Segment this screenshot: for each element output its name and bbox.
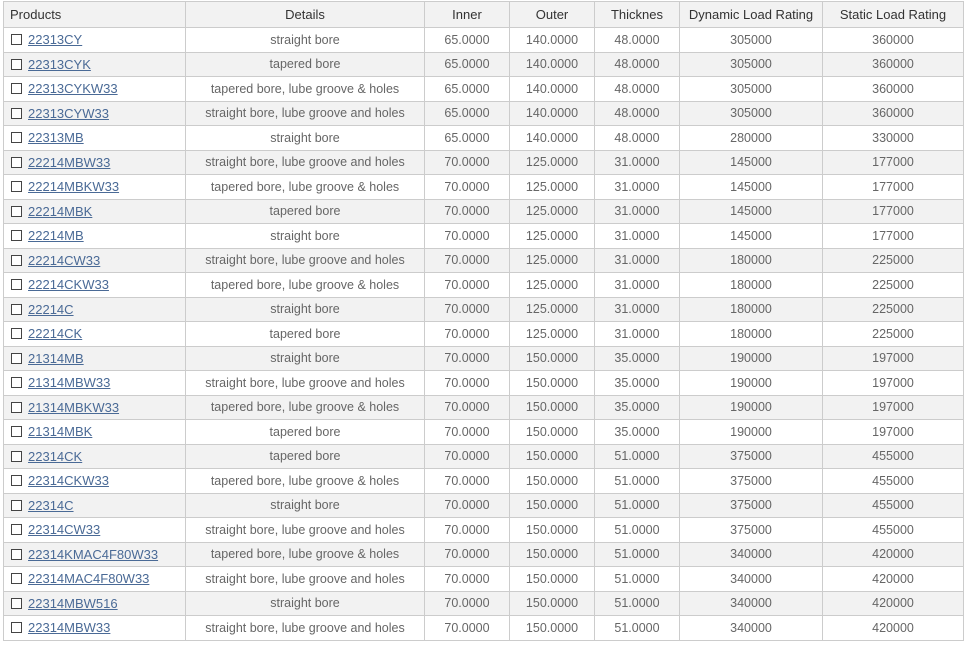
outer-cell: 150.0000: [510, 444, 595, 469]
products-table: [3, 1, 964, 641]
details-cell: tapered bore: [186, 52, 425, 77]
thickness-cell: 48.0000: [595, 52, 680, 77]
product-cell: [4, 224, 186, 249]
thickness-cell: 31.0000: [595, 175, 680, 200]
select-checkbox[interactable]: [11, 549, 22, 560]
table-row: [4, 150, 964, 175]
dynamic-load-cell: 375000: [680, 518, 823, 543]
thickness-cell: 31.0000: [595, 248, 680, 273]
outer-cell: 140.0000: [510, 101, 595, 126]
details-cell: tapered bore: [186, 420, 425, 445]
select-checkbox[interactable]: [11, 475, 22, 486]
outer-cell: 125.0000: [510, 248, 595, 273]
thickness-cell: 48.0000: [595, 126, 680, 151]
product-link[interactable]: 22214CK: [28, 326, 83, 342]
product-cell: [4, 444, 186, 469]
static-load-cell: 360000: [823, 77, 964, 102]
thickness-cell: 51.0000: [595, 542, 680, 567]
static-load-cell: 197000: [823, 420, 964, 445]
details-cell: straight bore: [186, 346, 425, 371]
table-row: [4, 126, 964, 151]
static-load-cell: 197000: [823, 395, 964, 420]
dynamic-load-cell: 180000: [680, 322, 823, 347]
select-checkbox[interactable]: [11, 83, 22, 94]
table-row: [4, 371, 964, 396]
product-cell: [4, 52, 186, 77]
outer-cell: 125.0000: [510, 199, 595, 224]
product-cell: [4, 591, 186, 616]
details-cell: straight bore, lube groove and holes: [186, 616, 425, 641]
static-load-cell: 330000: [823, 126, 964, 151]
product-cell: [4, 493, 186, 518]
product-link[interactable]: 22314MBW516: [28, 595, 118, 611]
details-cell: straight bore: [186, 591, 425, 616]
inner-cell: 70.0000: [425, 444, 510, 469]
static-load-cell: 360000: [823, 52, 964, 77]
product-cell: [4, 101, 186, 126]
product-cell: [4, 273, 186, 298]
product-cell: [4, 150, 186, 175]
product-link[interactable]: 22313CYW33: [28, 105, 109, 121]
details-cell: straight bore: [186, 126, 425, 151]
outer-cell: 150.0000: [510, 518, 595, 543]
product-link[interactable]: 22214CKW33: [28, 277, 109, 293]
product-cell: [4, 28, 186, 53]
dynamic-load-cell: 340000: [680, 567, 823, 592]
product-cell: [4, 297, 186, 322]
inner-cell: 70.0000: [425, 199, 510, 224]
product-link[interactable]: 22314MBW33: [28, 620, 111, 636]
dynamic-load-cell: 145000: [680, 224, 823, 249]
product-link[interactable]: 22214MBKW33: [28, 179, 120, 195]
details-cell: tapered bore: [186, 322, 425, 347]
details-cell: tapered bore, lube groove & holes: [186, 542, 425, 567]
details-cell: straight bore: [186, 493, 425, 518]
table-row: [4, 248, 964, 273]
product-link[interactable]: 21314MB: [28, 350, 84, 366]
static-load-cell: 455000: [823, 493, 964, 518]
select-checkbox[interactable]: [11, 230, 22, 241]
header-dynamic-load-rating: Dynamic Load Rating: [680, 2, 823, 28]
outer-cell: 125.0000: [510, 297, 595, 322]
inner-cell: 70.0000: [425, 518, 510, 543]
select-checkbox[interactable]: [11, 500, 22, 511]
static-load-cell: 225000: [823, 248, 964, 273]
dynamic-load-cell: 375000: [680, 444, 823, 469]
details-cell: straight bore: [186, 224, 425, 249]
details-cell: straight bore, lube groove and holes: [186, 371, 425, 396]
static-load-cell: 420000: [823, 616, 964, 641]
inner-cell: 70.0000: [425, 248, 510, 273]
product-cell: [4, 248, 186, 273]
thickness-cell: 51.0000: [595, 616, 680, 641]
product-link[interactable]: 22314CW33: [28, 522, 101, 538]
product-cell: [4, 322, 186, 347]
dynamic-load-cell: 190000: [680, 395, 823, 420]
select-checkbox[interactable]: [11, 181, 22, 192]
dynamic-load-cell: 340000: [680, 591, 823, 616]
dynamic-load-cell: 190000: [680, 346, 823, 371]
details-cell: straight bore, lube groove and holes: [186, 150, 425, 175]
outer-cell: 150.0000: [510, 567, 595, 592]
product-link[interactable]: 22313CYKW33: [28, 81, 118, 97]
product-cell: [4, 420, 186, 445]
table-row: [4, 28, 964, 53]
header-inner: Inner: [425, 2, 510, 28]
dynamic-load-cell: 180000: [680, 248, 823, 273]
outer-cell: 150.0000: [510, 591, 595, 616]
dynamic-load-cell: 190000: [680, 420, 823, 445]
product-link[interactable]: 22214C: [28, 301, 74, 317]
select-checkbox[interactable]: [11, 573, 22, 584]
thickness-cell: 35.0000: [595, 395, 680, 420]
select-checkbox[interactable]: [11, 622, 22, 633]
details-cell: tapered bore: [186, 444, 425, 469]
static-load-cell: 225000: [823, 322, 964, 347]
static-load-cell: 420000: [823, 567, 964, 592]
header-static-load-rating: Static Load Rating: [823, 2, 964, 28]
select-checkbox[interactable]: [11, 59, 22, 70]
table-row: [4, 444, 964, 469]
static-load-cell: 197000: [823, 346, 964, 371]
inner-cell: 70.0000: [425, 224, 510, 249]
select-checkbox[interactable]: [11, 206, 22, 217]
table-row: [4, 346, 964, 371]
static-load-cell: 360000: [823, 101, 964, 126]
inner-cell: 65.0000: [425, 77, 510, 102]
product-link[interactable]: 22214MBK: [28, 203, 93, 219]
inner-cell: 70.0000: [425, 542, 510, 567]
dynamic-load-cell: 180000: [680, 297, 823, 322]
header-products[interactable]: Products: [4, 2, 186, 28]
product-link[interactable]: 22313MB: [28, 130, 84, 146]
dynamic-load-cell: 280000: [680, 126, 823, 151]
product-link[interactable]: 21314MBKW33: [28, 399, 120, 415]
table-row: [4, 518, 964, 543]
select-checkbox[interactable]: [11, 451, 22, 462]
header-details: Details: [186, 2, 425, 28]
details-cell: straight bore, lube groove and holes: [186, 248, 425, 273]
details-cell: tapered bore, lube groove & holes: [186, 395, 425, 420]
details-cell: straight bore: [186, 28, 425, 53]
dynamic-load-cell: 305000: [680, 52, 823, 77]
outer-cell: 150.0000: [510, 469, 595, 494]
select-checkbox[interactable]: [11, 328, 22, 339]
outer-cell: 150.0000: [510, 371, 595, 396]
table-row: [4, 420, 964, 445]
header-outer: Outer: [510, 2, 595, 28]
select-checkbox[interactable]: [11, 426, 22, 437]
details-cell: tapered bore, lube groove & holes: [186, 469, 425, 494]
inner-cell: 65.0000: [425, 101, 510, 126]
inner-cell: 70.0000: [425, 493, 510, 518]
table-row: [4, 322, 964, 347]
thickness-cell: 35.0000: [595, 371, 680, 396]
static-load-cell: 177000: [823, 199, 964, 224]
table-header-row: [4, 2, 964, 28]
dynamic-load-cell: 375000: [680, 469, 823, 494]
outer-cell: 125.0000: [510, 150, 595, 175]
static-load-cell: 420000: [823, 591, 964, 616]
product-link[interactable]: 22214MBW33: [28, 154, 111, 170]
product-link[interactable]: 22313CYK: [28, 56, 91, 72]
thickness-cell: 51.0000: [595, 591, 680, 616]
select-checkbox[interactable]: [11, 377, 22, 388]
table-row: [4, 591, 964, 616]
select-checkbox[interactable]: [11, 304, 22, 315]
static-load-cell: 197000: [823, 371, 964, 396]
inner-cell: 70.0000: [425, 297, 510, 322]
product-link[interactable]: 22214MB: [28, 228, 84, 244]
outer-cell: 140.0000: [510, 126, 595, 151]
outer-cell: 125.0000: [510, 175, 595, 200]
product-cell: [4, 126, 186, 151]
outer-cell: 140.0000: [510, 77, 595, 102]
inner-cell: 70.0000: [425, 273, 510, 298]
inner-cell: 70.0000: [425, 395, 510, 420]
outer-cell: 150.0000: [510, 420, 595, 445]
select-checkbox[interactable]: [11, 353, 22, 364]
product-cell: [4, 77, 186, 102]
product-cell: [4, 199, 186, 224]
table-row: [4, 224, 964, 249]
outer-cell: 150.0000: [510, 493, 595, 518]
details-cell: tapered bore, lube groove & holes: [186, 273, 425, 298]
thickness-cell: 31.0000: [595, 273, 680, 298]
product-link[interactable]: 22314MAC4F80W33: [28, 571, 150, 587]
table-row: [4, 395, 964, 420]
outer-cell: 140.0000: [510, 28, 595, 53]
product-link[interactable]: 21314MBK: [28, 424, 93, 440]
details-cell: tapered bore: [186, 199, 425, 224]
dynamic-load-cell: 305000: [680, 28, 823, 53]
dynamic-load-cell: 190000: [680, 371, 823, 396]
inner-cell: 70.0000: [425, 322, 510, 347]
table-row: [4, 542, 964, 567]
details-cell: straight bore: [186, 297, 425, 322]
static-load-cell: 455000: [823, 444, 964, 469]
details-cell: straight bore, lube groove and holes: [186, 567, 425, 592]
thickness-cell: 51.0000: [595, 469, 680, 494]
product-link[interactable]: 22314CKW33: [28, 473, 109, 489]
table-row: [4, 273, 964, 298]
thickness-cell: 35.0000: [595, 420, 680, 445]
details-cell: tapered bore, lube groove & holes: [186, 175, 425, 200]
select-checkbox[interactable]: [11, 279, 22, 290]
dynamic-load-cell: 305000: [680, 101, 823, 126]
product-cell: [4, 469, 186, 494]
thickness-cell: 31.0000: [595, 322, 680, 347]
inner-cell: 70.0000: [425, 150, 510, 175]
select-checkbox[interactable]: [11, 34, 22, 45]
dynamic-load-cell: 340000: [680, 542, 823, 567]
select-checkbox[interactable]: [11, 598, 22, 609]
static-load-cell: 177000: [823, 175, 964, 200]
inner-cell: 65.0000: [425, 126, 510, 151]
static-load-cell: 225000: [823, 273, 964, 298]
thickness-cell: 51.0000: [595, 493, 680, 518]
select-checkbox[interactable]: [11, 255, 22, 266]
static-load-cell: 420000: [823, 542, 964, 567]
thickness-cell: 48.0000: [595, 101, 680, 126]
dynamic-load-cell: 340000: [680, 616, 823, 641]
thickness-cell: 31.0000: [595, 150, 680, 175]
header-thickness: Thicknes: [595, 2, 680, 28]
dynamic-load-cell: 305000: [680, 77, 823, 102]
dynamic-load-cell: 145000: [680, 150, 823, 175]
inner-cell: 70.0000: [425, 346, 510, 371]
select-checkbox[interactable]: [11, 108, 22, 119]
product-cell: [4, 567, 186, 592]
product-link[interactable]: 22314KMAC4F80W33: [28, 546, 159, 562]
table-row: [4, 175, 964, 200]
outer-cell: 150.0000: [510, 616, 595, 641]
dynamic-load-cell: 375000: [680, 493, 823, 518]
table-row: [4, 101, 964, 126]
dynamic-load-cell: 145000: [680, 199, 823, 224]
inner-cell: 65.0000: [425, 28, 510, 53]
table-row: [4, 297, 964, 322]
thickness-cell: 31.0000: [595, 224, 680, 249]
table-row: [4, 493, 964, 518]
dynamic-load-cell: 180000: [680, 273, 823, 298]
inner-cell: 65.0000: [425, 52, 510, 77]
select-checkbox[interactable]: [11, 157, 22, 168]
product-link[interactable]: 22214CW33: [28, 252, 101, 268]
select-checkbox[interactable]: [11, 132, 22, 143]
table-row: [4, 469, 964, 494]
details-cell: straight bore, lube groove and holes: [186, 518, 425, 543]
table-row: [4, 77, 964, 102]
inner-cell: 70.0000: [425, 371, 510, 396]
thickness-cell: 51.0000: [595, 518, 680, 543]
outer-cell: 125.0000: [510, 322, 595, 347]
table-row: [4, 199, 964, 224]
product-cell: [4, 518, 186, 543]
product-link[interactable]: 22313CY: [28, 32, 83, 48]
thickness-cell: 48.0000: [595, 77, 680, 102]
inner-cell: 70.0000: [425, 616, 510, 641]
static-load-cell: 455000: [823, 469, 964, 494]
product-link[interactable]: 22314C: [28, 497, 74, 513]
inner-cell: 70.0000: [425, 420, 510, 445]
product-cell: [4, 542, 186, 567]
static-load-cell: 360000: [823, 28, 964, 53]
thickness-cell: 31.0000: [595, 297, 680, 322]
inner-cell: 70.0000: [425, 469, 510, 494]
thickness-cell: 51.0000: [595, 444, 680, 469]
outer-cell: 150.0000: [510, 542, 595, 567]
table-row: [4, 567, 964, 592]
details-cell: straight bore, lube groove and holes: [186, 101, 425, 126]
product-cell: [4, 395, 186, 420]
outer-cell: 150.0000: [510, 395, 595, 420]
static-load-cell: 177000: [823, 150, 964, 175]
dynamic-load-cell: 145000: [680, 175, 823, 200]
inner-cell: 70.0000: [425, 175, 510, 200]
inner-cell: 70.0000: [425, 591, 510, 616]
table-row: [4, 616, 964, 641]
inner-cell: 70.0000: [425, 567, 510, 592]
details-cell: tapered bore, lube groove & holes: [186, 77, 425, 102]
product-cell: [4, 616, 186, 641]
product-cell: [4, 175, 186, 200]
static-load-cell: 177000: [823, 224, 964, 249]
thickness-cell: 31.0000: [595, 199, 680, 224]
table-row: [4, 52, 964, 77]
outer-cell: 150.0000: [510, 346, 595, 371]
thickness-cell: 35.0000: [595, 346, 680, 371]
thickness-cell: 48.0000: [595, 28, 680, 53]
product-cell: [4, 346, 186, 371]
thickness-cell: 51.0000: [595, 567, 680, 592]
product-cell: [4, 371, 186, 396]
select-checkbox[interactable]: [11, 524, 22, 535]
select-checkbox[interactable]: [11, 402, 22, 413]
static-load-cell: 225000: [823, 297, 964, 322]
outer-cell: 125.0000: [510, 224, 595, 249]
product-link[interactable]: 22314CK: [28, 448, 83, 464]
product-link[interactable]: 21314MBW33: [28, 375, 111, 391]
outer-cell: 125.0000: [510, 273, 595, 298]
outer-cell: 140.0000: [510, 52, 595, 77]
static-load-cell: 455000: [823, 518, 964, 543]
